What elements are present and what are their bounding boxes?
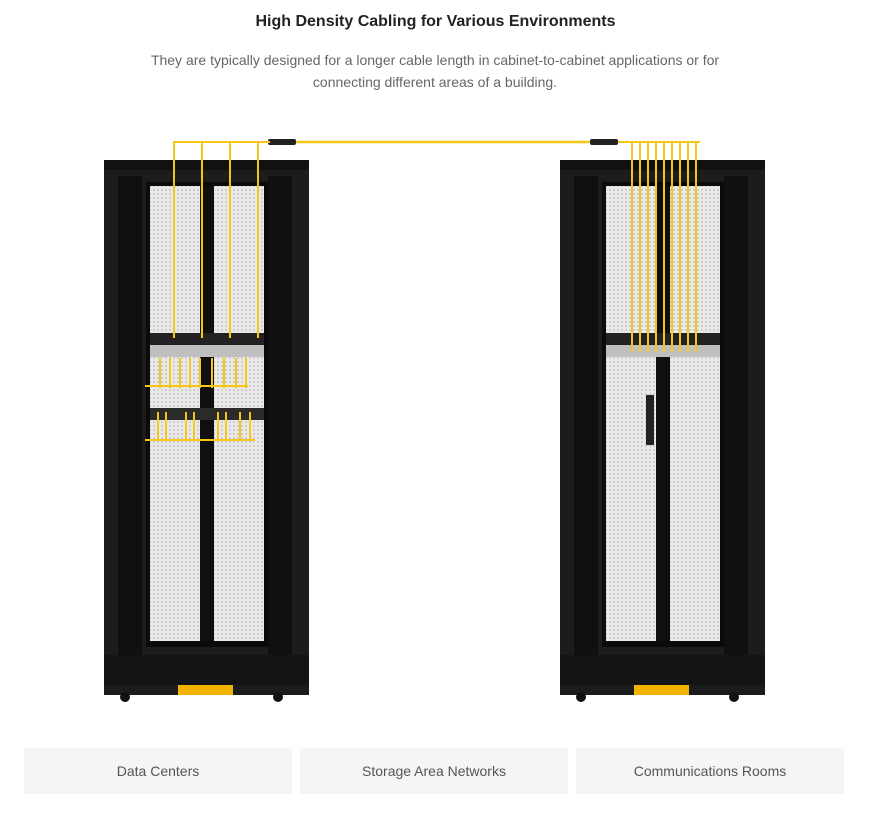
right-cabinet — [560, 142, 765, 702]
tab-communications-rooms[interactable]: Communications Rooms — [576, 748, 844, 794]
left-cabinet — [104, 142, 309, 702]
trunk-cable — [268, 139, 618, 145]
rack-cabling-illustration — [0, 130, 871, 710]
environment-tabs — [24, 748, 844, 794]
page-subtitle: They are typically designed for a longer cable length in cabinet-to-cabinet applications or for connecting different areas of a building. — [150, 52, 720, 90]
tab-storage-area-networks[interactable]: Storage Area Networks — [300, 748, 568, 794]
page-title: High Density Cabling for Various Environments — [255, 13, 616, 30]
tab-data-centers[interactable]: Data Centers — [24, 748, 292, 794]
